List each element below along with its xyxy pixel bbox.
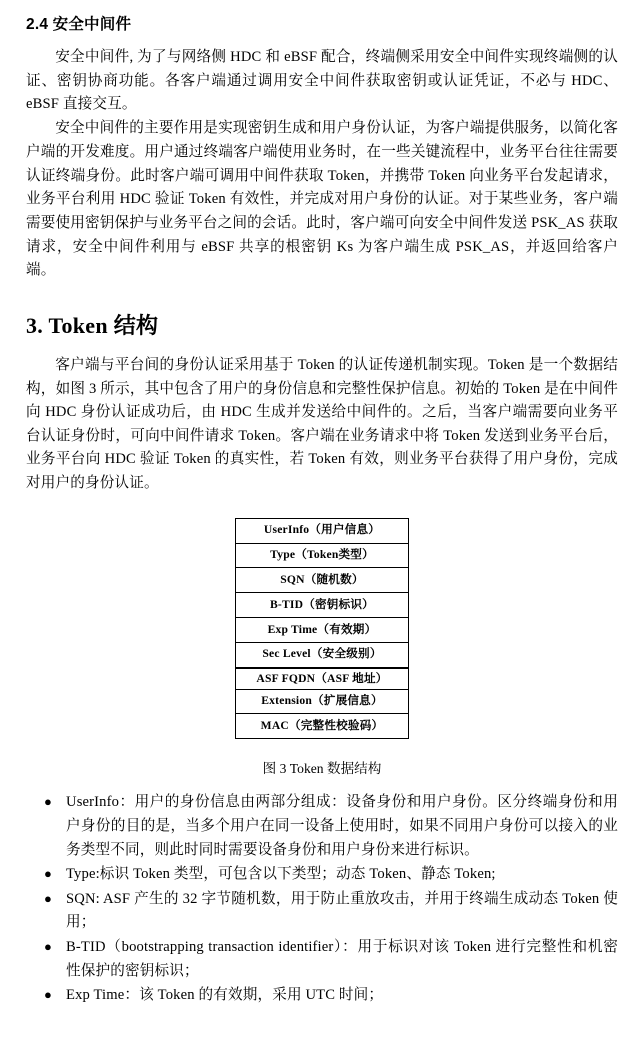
list-item <box>26 791 618 862</box>
list-item-text: UserInfo：用户的身份信息由两部分组成：设备身份和用户身份。区分终端身份和用户身份的目的是，当多个用户在同一设备上使用时，如果不同用户身份可以接入的业务类型不同，则此时同时需要设备身份和用户身份来进行标识。 <box>66 794 618 858</box>
list-item <box>26 936 618 983</box>
bullet-icon: ● <box>44 794 53 810</box>
paragraph-2-4-1: 安全中间件, 为了与网络侧 HDC 和 eBSF 配合，终端侧采用安全中间件实现终端侧的认证、密钥协商功能。各客户端通过调用安全中间件获取密钥或认证凭证，不必与 HDC、eBSF 直接交互。 <box>26 49 618 113</box>
bullet-icon: ● <box>44 866 53 882</box>
list-item-text: Exp Time：该 Token 的有效期，采用 UTC 时间； <box>66 987 384 1004</box>
token-field-seclevel: Sec Level（安全级别） <box>236 643 408 668</box>
list-item-text: B-TID（bootstrapping transaction identifier）：用于标识对该 Token 进行完整性和机密性保护的密钥标识； <box>66 939 618 979</box>
token-field-sqn: SQN（随机数） <box>236 568 408 593</box>
token-field-asf-fqdn: ASF FQDN（ASF 地址） <box>236 668 408 690</box>
paragraph-3-1: 客户端与平台间的身份认证采用基于 Token 的认证传递机制实现。Token 是一个数据结构，如图 3 所示，其中包含了用户的身份信息和完整性保护信息。初始的 Token 是在中间件向 HDC 身份认证成功后，由 HDC 生成并发送给中间件的。之后，当客户端需要向业务平台认证身份时，可向中间件请求 Token。客户端在业务请求中将 Token 发送到业务平台后，业务平台向 HDC 验证 Token 的真实性，若 Token 有效，则业务平台获得了用户身份，完成对用户的身份认证。 <box>26 356 618 492</box>
figure-token-structure <box>26 518 618 778</box>
section-heading-3: 3. Token 结构 <box>26 312 159 338</box>
token-field-mac: MAC（完整性校验码） <box>236 714 408 739</box>
token-field-type: Type（Token类型） <box>236 544 408 569</box>
token-field-userinfo: UserInfo（用户信息） <box>236 519 408 544</box>
list-item <box>26 863 618 887</box>
bullet-icon: ● <box>44 890 53 906</box>
bullet-icon: ● <box>44 939 53 955</box>
list-item <box>26 984 618 1008</box>
token-field-btid: B-TID（密钥标识） <box>236 593 408 618</box>
section-heading-2-4: 2.4 安全中间件 <box>26 16 132 33</box>
list-item-text: SQN: ASF 产生的 32 字节随机数，用于防止重放攻击，并用于终端生成动态 Token 使用； <box>66 890 618 931</box>
token-structure-diagram <box>235 518 409 740</box>
bullet-icon: ● <box>44 987 53 1003</box>
figure-caption: 图 3 Token 数据结构 <box>262 761 382 777</box>
token-field-extension: Extension（扩展信息） <box>236 690 408 715</box>
token-field-exptime: Exp Time（有效期） <box>236 618 408 643</box>
list-item-text: Type:标识 Token 类型，可包含以下类型；动态 Token、静态 Token; <box>66 866 496 883</box>
token-field-description-list <box>26 791 618 1008</box>
paragraph-2-4-2: 安全中间件的主要作用是实现密钥生成和用户身份认证，为客户端提供服务，以简化客户端的开发难度。用户通过终端客户端使用业务时，在一些关键流程中，业务平台往往需要认证终端身份。此时客户端可调用中间件获取 Token，并携带 Token 向业务平台发起请求，业务平台利用 HDC 验证 Token 有效性，并完成对用户身份的认证。对于某些业务，客户端需要使用密钥保护与业务平台之间的会话。此时，客户端可向安全中间件发送 PSK_AS 获取请求，安全中间件利用与 eBSF 共享的根密钥 Ks 为客户端生成 PSK_AS，并返回给客户端。 <box>26 120 618 279</box>
list-item <box>26 888 618 935</box>
